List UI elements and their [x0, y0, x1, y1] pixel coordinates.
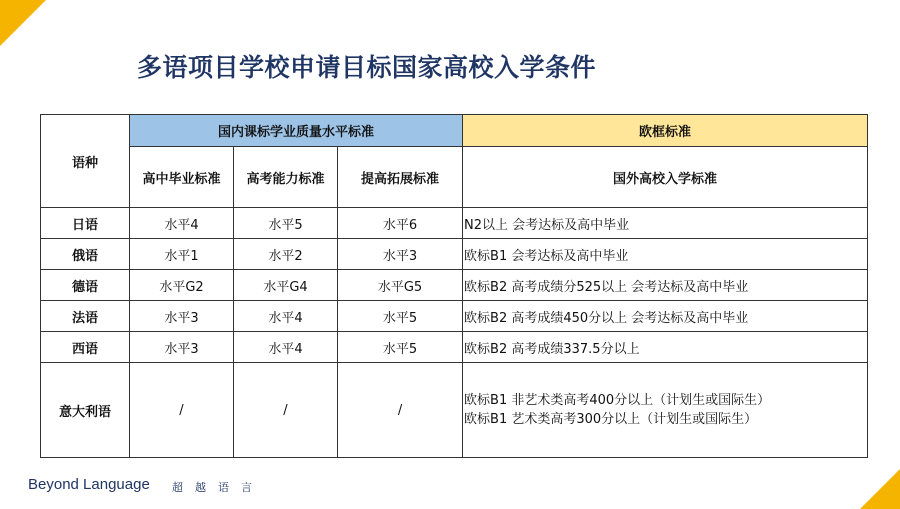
row-gaokao-level: 水平4 — [234, 332, 338, 363]
table-header-row-sub — [41, 147, 868, 208]
corner-decoration-bottom-right — [860, 469, 900, 509]
row-advanced-level: 水平6 — [338, 208, 463, 239]
row-gaokao-level: 水平2 — [234, 239, 338, 270]
table-row — [41, 270, 868, 301]
header-gaokao-standard: 高考能力标准 — [234, 147, 338, 208]
row-language: 西语 — [41, 332, 130, 363]
row-language: 德语 — [41, 270, 130, 301]
row-advanced-level: / — [338, 363, 463, 458]
row-language: 俄语 — [41, 239, 130, 270]
header-language: 语种 — [41, 115, 130, 208]
table-row — [41, 332, 868, 363]
row-admission-requirement: 欧标B2 高考成绩分525以上 会考达标及高中毕业 — [463, 270, 868, 301]
table-row — [41, 301, 868, 332]
row-gaokao-level: / — [234, 363, 338, 458]
row-admission-requirement: 欧标B2 高考成绩337.5分以上 — [463, 332, 868, 363]
row-admission-requirement: 欧标B2 高考成绩450分以上 会考达标及高中毕业 — [463, 301, 868, 332]
row-language: 法语 — [41, 301, 130, 332]
table-row — [41, 208, 868, 239]
requirement-line-non-art: 欧标B1 非艺术类高考400分以上（计划生或国际生） — [464, 393, 771, 408]
row-graduation-level: 水平4 — [130, 208, 234, 239]
header-advanced-standard: 提高拓展标准 — [338, 147, 463, 208]
row-language: 意大利语 — [41, 363, 130, 458]
row-admission-requirement: 欧标B1 会考达标及高中毕业 — [463, 239, 868, 270]
row-advanced-level: 水平3 — [338, 239, 463, 270]
row-gaokao-level: 水平4 — [234, 301, 338, 332]
row-graduation-level: 水平3 — [130, 301, 234, 332]
table-header-row-group — [41, 115, 868, 147]
requirement-line-art: 欧标B1 艺术类高考300分以上（计划生或国际生） — [464, 412, 758, 427]
row-graduation-level: 水平3 — [130, 332, 234, 363]
row-gaokao-level: 水平5 — [234, 208, 338, 239]
header-domestic-standards: 国内课标学业质量水平标准 — [130, 115, 463, 147]
row-gaokao-level: 水平G4 — [234, 270, 338, 301]
header-foreign-admission-standard: 国外高校入学标准 — [463, 147, 868, 208]
admission-requirements-table — [40, 114, 868, 458]
table-row — [41, 239, 868, 270]
row-admission-requirement: N2以上 会考达标及高中毕业 — [463, 208, 868, 239]
header-cefr-standards: 欧框标准 — [463, 115, 868, 147]
brand-logo-chinese: 超越语言 — [172, 481, 264, 494]
row-language: 日语 — [41, 208, 130, 239]
row-graduation-level: 水平1 — [130, 239, 234, 270]
row-advanced-level: 水平5 — [338, 332, 463, 363]
header-graduation-standard: 高中毕业标准 — [130, 147, 234, 208]
corner-decoration-top-left — [0, 0, 46, 46]
brand-logo-text: Beyond Language — [28, 476, 150, 493]
row-admission-requirement — [463, 363, 868, 458]
row-graduation-level: / — [130, 363, 234, 458]
table-row — [41, 363, 868, 458]
row-graduation-level: 水平G2 — [130, 270, 234, 301]
row-advanced-level: 水平5 — [338, 301, 463, 332]
row-advanced-level: 水平G5 — [338, 270, 463, 301]
page-title: 多语项目学校申请目标国家高校入学条件 — [137, 53, 597, 82]
